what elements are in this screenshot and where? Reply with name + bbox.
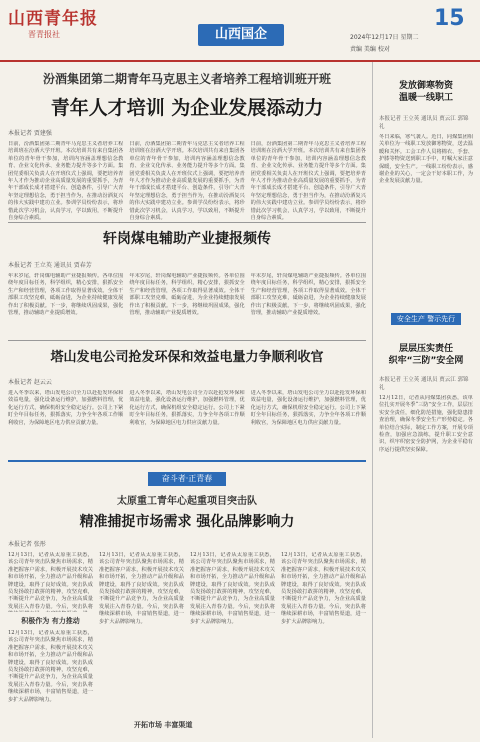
- article-body-col3: 年末岁尾，轩岗煤电辅助产业捷报频传。各单位围绕年度目标任务，科学组织，精心安排，狠抓安全生产和经营管理，各项工作取得显著成效。全体干部职工攻坚克难，砥砺奋进，为企业持续健康发展作出了积极贡献。下一步，将继续巩固成果，强化管理，推动辅助产业提质增效。: [250, 273, 366, 317]
- article-subhead: 开拓市场 丰富渠道: [134, 720, 193, 729]
- article-body-col4: 12月13日，记者从太原重工获悉，该公司青年突击队聚焦市场需求，精准把握客户需求，积极开展技术攻关和市场开拓，全力推动产品升级和品牌建设，取得了良好成效。突击队成员发扬敢打敢拼的精神，攻坚克难，不断提升产品竞争力，为企业高质量发展注入青春力量。今后，突击队将继续深耕市场，丰富销售渠道，进一步扩大品牌影响力。: [281, 552, 366, 625]
- article-headline: 精准捕捉市场需求 强化品牌影响力: [79, 514, 295, 530]
- article-tashan: [8, 346, 366, 462]
- article-body-col1: 日前，汾酒集团第二期青年马克思主义者培养工程培训班在汾酒大学开班。本次培训共有来自集团各单位的青年骨干参加，培训内容涵盖理想信念教育、企业文化传承、业务能力提升等多个方面。集团党委相关负责人在开班仪式上强调，要把培养青年人才作为推动企业高质量发展的重要抓手，为青年干部成长成才搭建平台、创造条件，引导广大青年坚定理想信念，勇于担当作为，在推动汾酒复兴的伟大实践中建功立业。参训学员纷纷表示，将珍惜此次学习机会，认真学习，学以致用，不断提升自身综合素质。: [8, 141, 124, 222]
- side-article-byline: 本报记者 王立英 通讯员 贾云江 郭锦礼: [379, 116, 469, 130]
- article-headline: 轩岗煤电辅助产业捷报频传: [103, 231, 271, 247]
- article-headline: 塔山发电公司抢发环保和效益电量力争顺利收官: [50, 350, 324, 365]
- article-body-col2: 年末岁尾，轩岗煤电辅助产业捷报频传。各单位围绕年度目标任务，科学组织，精心安排，狠抓安全生产和经营管理，各项工作取得显著成效。全体干部职工攻坚克难，砥砺奋进，为企业持续健康发展作出了积极贡献。下一步，将继续巩固成果，强化管理，推动辅助产业提质增效。: [129, 273, 245, 317]
- article-xuangang: [8, 228, 366, 341]
- column-tag: 奋斗者·正青春: [148, 472, 227, 486]
- side-article-title: 层层压实责任 织牢“三防”安全网: [388, 344, 464, 366]
- article-byline: 本报记者 贾建强: [8, 130, 52, 137]
- newspaper-logo: 山西青年报: [8, 9, 98, 29]
- article-body-col3: 进入冬季以来，塔山发电公司全力以赴抢发环保和效益电量，强化设备运行维护，加强燃料管理，优化运行方式，确保机组安全稳定运行。公司上下紧盯全年目标任务，狠抓落实，力争全年各项工作顺利收官，为保障地区电力供应贡献力量。: [250, 390, 366, 426]
- divider: [8, 222, 366, 223]
- side-article-body: 12月12日，记者从同煤集团获悉，该单位扎实开展冬季“三防”安全工作，层层压实安全责任，细化防范措施，强化隐患排查治理，确保冬季安全生产形势稳定。各单位结合实际，制定工作方案，开展专项检查，加强应急演练，提升职工安全意识，织牢织密安全防护网，为企业平稳有序运行提供坚实保障。: [379, 395, 473, 453]
- article-headline: 青年人才培训 为企业发展添动力: [50, 97, 324, 119]
- article-body-col2: 12月13日，记者从太原重工获悉，该公司青年突击队聚焦市场需求，精准把握客户需求，积极开展技术攻关和市场开拓，全力推动产品升级和品牌建设，取得了良好成效。突击队成员发扬敢打敢拼的精神，攻坚克难，不断提升产品竞争力，为企业高质量发展注入青春力量。今后，突击队将继续深耕市场，丰富销售渠道，进一步扩大品牌影响力。: [99, 552, 184, 625]
- dateline: 2024年12月17日 星期二: [350, 34, 419, 41]
- divider: [8, 340, 366, 341]
- article-body-col3: 12月13日，记者从太原重工获悉，该公司青年突击队聚焦市场需求，精准把握客户需求，积极开展技术攻关和市场开拓，全力推动产品升级和品牌建设，取得了良好成效。突击队成员发扬敢打敢拼的精神，攻坚克难，不断提升产品竞争力，为企业高质量发展注入青春力量。今后，突击队将继续深耕市场，丰富销售渠道，进一步扩大品牌影响力。: [190, 552, 275, 625]
- article-byline: 本报记者 王立英 通讯员 贾春芳: [8, 262, 92, 269]
- logo-subtitle: 晋青报社: [28, 30, 60, 39]
- article-body-col2: 日前，汾酒集团第二期青年马克思主义者培养工程培训班在汾酒大学开班。本次培训共有来自集团各单位的青年骨干参加，培训内容涵盖理想信念教育、企业文化传承、业务能力提升等多个方面。集团党委相关负责人在开班仪式上强调，要把培养青年人才作为推动企业高质量发展的重要抓手，为青年干部成长成才搭建平台、创造条件，引导广大青年坚定理想信念，勇于担当作为，在推动汾酒复兴的伟大实践中建功立业。参训学员纷纷表示，将珍惜此次学习机会，认真学习，学以致用，不断提升自身综合素质。: [129, 141, 245, 222]
- side-column: [372, 62, 477, 738]
- article-body-col1: 进入冬季以来，塔山发电公司全力以赴抢发环保和效益电量，强化设备运行维护，加强燃料管理，优化运行方式，确保机组安全稳定运行。公司上下紧盯全年目标任务，狠抓落实，力争全年各项工作顺利收官，为保障地区电力供应贡献力量。: [8, 390, 124, 426]
- side-article-safety: [373, 306, 477, 713]
- side-article-title: 发放御寒物资 温暖一线职工: [398, 81, 453, 103]
- side-article-body: 冬日来临，寒气袭人。近日，同煤集团相关单位为一线职工发放御寒物资，送去温暖和关怀。工会工作人员将棉衣、手套、护膝等物资送到职工手中，叮嘱大家注意保暖，安全生产。一线职工纷纷表示，感谢企业的关心，一定会干好本职工作，为企业发展贡献力量。: [379, 134, 473, 185]
- article-byline: 本报记者 赵云云: [8, 379, 52, 386]
- side-column-tag: 安全生产 警示先行: [391, 313, 461, 325]
- article-taiyuan-heavy: [8, 460, 366, 740]
- page-number: 15: [434, 6, 465, 31]
- article-body-col1: 年末岁尾，轩岗煤电辅助产业捷报频传。各单位围绕年度目标任务，科学组织，精心安排，狠抓安全生产和经营管理，各项工作取得显著成效。全体干部职工攻坚克难，砥砺奋进，为企业持续健康发展作出了积极贡献。下一步，将继续巩固成果，强化管理，推动辅助产业提质增效。: [8, 273, 124, 317]
- article-body-col1b: 12月13日，记者从太原重工获悉，该公司青年突击队聚焦市场需求，精准把握客户需求，积极开展技术攻关和市场开拓，全力推动产品升级和品牌建设，取得了良好成效。突击队成员发扬敢打敢拼的精神，攻坚克难，不断提升产品竞争力，为企业高质量发展注入青春力量。今后，突击队将继续深耕市场，丰富销售渠道，进一步扩大品牌影响力。: [8, 630, 93, 703]
- article-byline: 本报记者 张彤: [8, 541, 46, 548]
- article-kicker: 汾酒集团第二期青年马克思主义者培养工程培训班开班: [42, 72, 331, 86]
- editors-line: 责编 美编 校对: [350, 46, 390, 53]
- article-kicker: 太原重工青年心起重项目突击队: [117, 496, 257, 507]
- side-article-byline: 本报记者 王立英 通讯员 贾云江 郭锦礼: [379, 377, 469, 391]
- masthead: [0, 0, 480, 62]
- article-fenjiu: [8, 70, 366, 223]
- section-title: 山西国企: [198, 24, 284, 46]
- article-body-col3: 日前，汾酒集团第二期青年马克思主义者培养工程培训班在汾酒大学开班。本次培训共有来自集团各单位的青年骨干参加，培训内容涵盖理想信念教育、企业文化传承、业务能力提升等多个方面。集团党委相关负责人在开班仪式上强调，要把培养青年人才作为推动企业高质量发展的重要抓手，为青年干部成长成才搭建平台、创造条件，引导广大青年坚定理想信念，勇于担当作为，在推动汾酒复兴的伟大实践中建功立业。参训学员纷纷表示，将珍惜此次学习机会，认真学习，学以致用，不断提升自身综合素质。: [250, 141, 366, 222]
- side-article-warm: [373, 62, 477, 298]
- article-body-col1: 12月13日，记者从太原重工获悉，该公司青年突击队聚焦市场需求，精准把握客户需求，积极开展技术攻关和市场开拓，全力推动产品升级和品牌建设，取得了良好成效。突击队成员发扬敢打敢拼的精神，攻坚克难，不断提升产品竞争力，为企业高质量发展注入青春力量。今后，突击队将: [8, 552, 93, 610]
- article-subhead: 积极作为 有力推动: [21, 616, 80, 625]
- article-body-col2: 进入冬季以来，塔山发电公司全力以赴抢发环保和效益电量，强化设备运行维护，加强燃料管理，优化运行方式，确保机组安全稳定运行。公司上下紧盯全年目标任务，狠抓落实，力争全年各项工作顺利收官，为保障地区电力供应贡献力量。: [129, 390, 245, 426]
